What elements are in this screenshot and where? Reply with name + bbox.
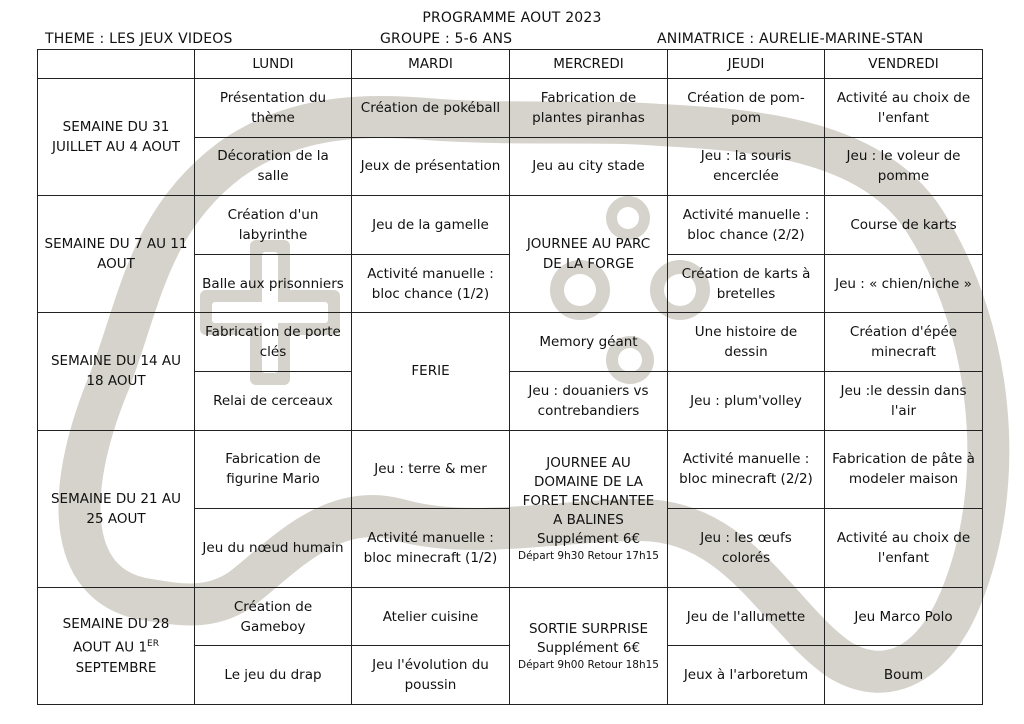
week-label-part: SEPTEMBRE [75, 659, 157, 676]
activity-cell: Activité manuelle : bloc minecraft (2/2) [668, 430, 825, 509]
week-label: SEMAINE DU 7 AU 11 AOUT [38, 196, 195, 313]
animatrice-label: ANIMATRICE : AURELIE-MARINE-STAN [657, 31, 924, 47]
supplement-label: Supplément 6€ [536, 531, 641, 548]
activity-cell: Jeu : « chien/niche » [825, 254, 983, 313]
activity-cell: Jeu Marco Polo [825, 587, 983, 646]
activity-cell: Jeu au city stade [510, 137, 668, 196]
activity-cell: Jeux de présentation [352, 137, 510, 196]
schedule-table [37, 49, 983, 705]
activity-cell: Jeu : la souris encerclée [668, 137, 825, 196]
week-label: SEMAINE DU 31 JUILLET AU 4 AOUT [38, 79, 195, 196]
activity-cell: Le jeu du drap [195, 646, 352, 705]
outing-title: JOURNEE AU DOMAINE DE LA FORET ENCHANTEE A BALINES [522, 455, 655, 529]
group-label: GROUPE : 5-6 ANS [380, 31, 513, 47]
activity-cell: Jeu :le dessin dans l'air [825, 371, 983, 430]
day-header: MERCREDI [510, 50, 668, 79]
activity-cell: Jeu du nœud humain [195, 509, 352, 588]
activity-cell: Jeu de l'allumette [668, 587, 825, 646]
table-row [38, 79, 983, 138]
outing-cell [510, 587, 668, 704]
activity-cell: Jeu de la gamelle [352, 196, 510, 255]
table-row [38, 196, 983, 255]
week-label-part: SEMAINE DU 28 AOUT AU 1 [62, 616, 170, 656]
week-label: SEMAINE DU 21 AU 25 AOUT [38, 430, 195, 587]
activity-cell: Création d'épée minecraft [825, 313, 983, 372]
activity-cell: Atelier cuisine [352, 587, 510, 646]
activity-cell: Fabrication de porte clés [195, 313, 352, 372]
activity-cell: Jeux à l'arboretum [668, 646, 825, 705]
activity-cell: Création de karts à bretelles [668, 254, 825, 313]
outing-title: SORTIE SURPRISE [528, 620, 649, 637]
schedule-times: Départ 9h30 Retour 17h15 [518, 550, 659, 563]
activity-cell: Création de pom-pom [668, 79, 825, 138]
day-header: JEUDI [668, 50, 825, 79]
activity-cell: Jeu : plum'volley [668, 371, 825, 430]
page-title: PROGRAMME AOUT 2023 [422, 10, 602, 26]
activity-cell: Fabrication de pâte à modeler maison [825, 430, 983, 509]
activity-cell: Course de karts [825, 196, 983, 255]
table-row [38, 313, 983, 372]
schedule-times: Départ 9h00 Retour 18h15 [518, 658, 659, 671]
week-label [38, 587, 195, 704]
table-row [38, 587, 983, 646]
outing-cell: JOURNEE AU PARC DE LA FORGE [510, 196, 668, 313]
activity-cell: Boum [825, 646, 983, 705]
activity-cell: Présentation du thème [195, 79, 352, 138]
activity-cell: Jeu : terre & mer [352, 430, 510, 509]
activity-cell: Memory géant [510, 313, 668, 372]
activity-cell: Balle aux prisonniers [195, 254, 352, 313]
day-header: LUNDI [195, 50, 352, 79]
activity-cell: Création de Gameboy [195, 587, 352, 646]
week-label: SEMAINE DU 14 AU 18 AOUT [38, 313, 195, 430]
week-label-sup: ER [147, 639, 159, 650]
table-row [38, 430, 983, 509]
supplement-label: Supplément 6€ [536, 639, 641, 656]
corner-cell [38, 50, 195, 79]
activity-cell: Activité au choix de l'enfant [825, 79, 983, 138]
activity-cell: Activité manuelle : bloc chance (2/2) [668, 196, 825, 255]
activity-cell: Fabrication de figurine Mario [195, 430, 352, 509]
activity-cell: Jeu l'évolution du poussin [352, 646, 510, 705]
holiday-cell: FERIE [352, 313, 510, 430]
activity-cell: Jeu : douaniers vs contrebandiers [510, 371, 668, 430]
theme-label: THEME : LES JEUX VIDEOS [45, 31, 233, 47]
outing-cell [510, 430, 668, 587]
activity-cell: Jeu : les œufs colorés [668, 509, 825, 588]
activity-cell: Jeu : le voleur de pomme [825, 137, 983, 196]
activity-cell: Activité au choix de l'enfant [825, 509, 983, 588]
activity-cell: Activité manuelle : bloc chance (1/2) [352, 254, 510, 313]
activity-cell: Création d'un labyrinthe [195, 196, 352, 255]
activity-cell: Décoration de la salle [195, 137, 352, 196]
activity-cell: Activité manuelle : bloc minecraft (1/2) [352, 509, 510, 588]
day-header: MARDI [352, 50, 510, 79]
activity-cell: Fabrication de plantes piranhas [510, 79, 668, 138]
activity-cell: Une histoire de dessin [668, 313, 825, 372]
day-header: VENDREDI [825, 50, 983, 79]
header-row [38, 50, 983, 79]
activity-cell: Relai de cerceaux [195, 371, 352, 430]
activity-cell: Création de pokéball [352, 79, 510, 138]
